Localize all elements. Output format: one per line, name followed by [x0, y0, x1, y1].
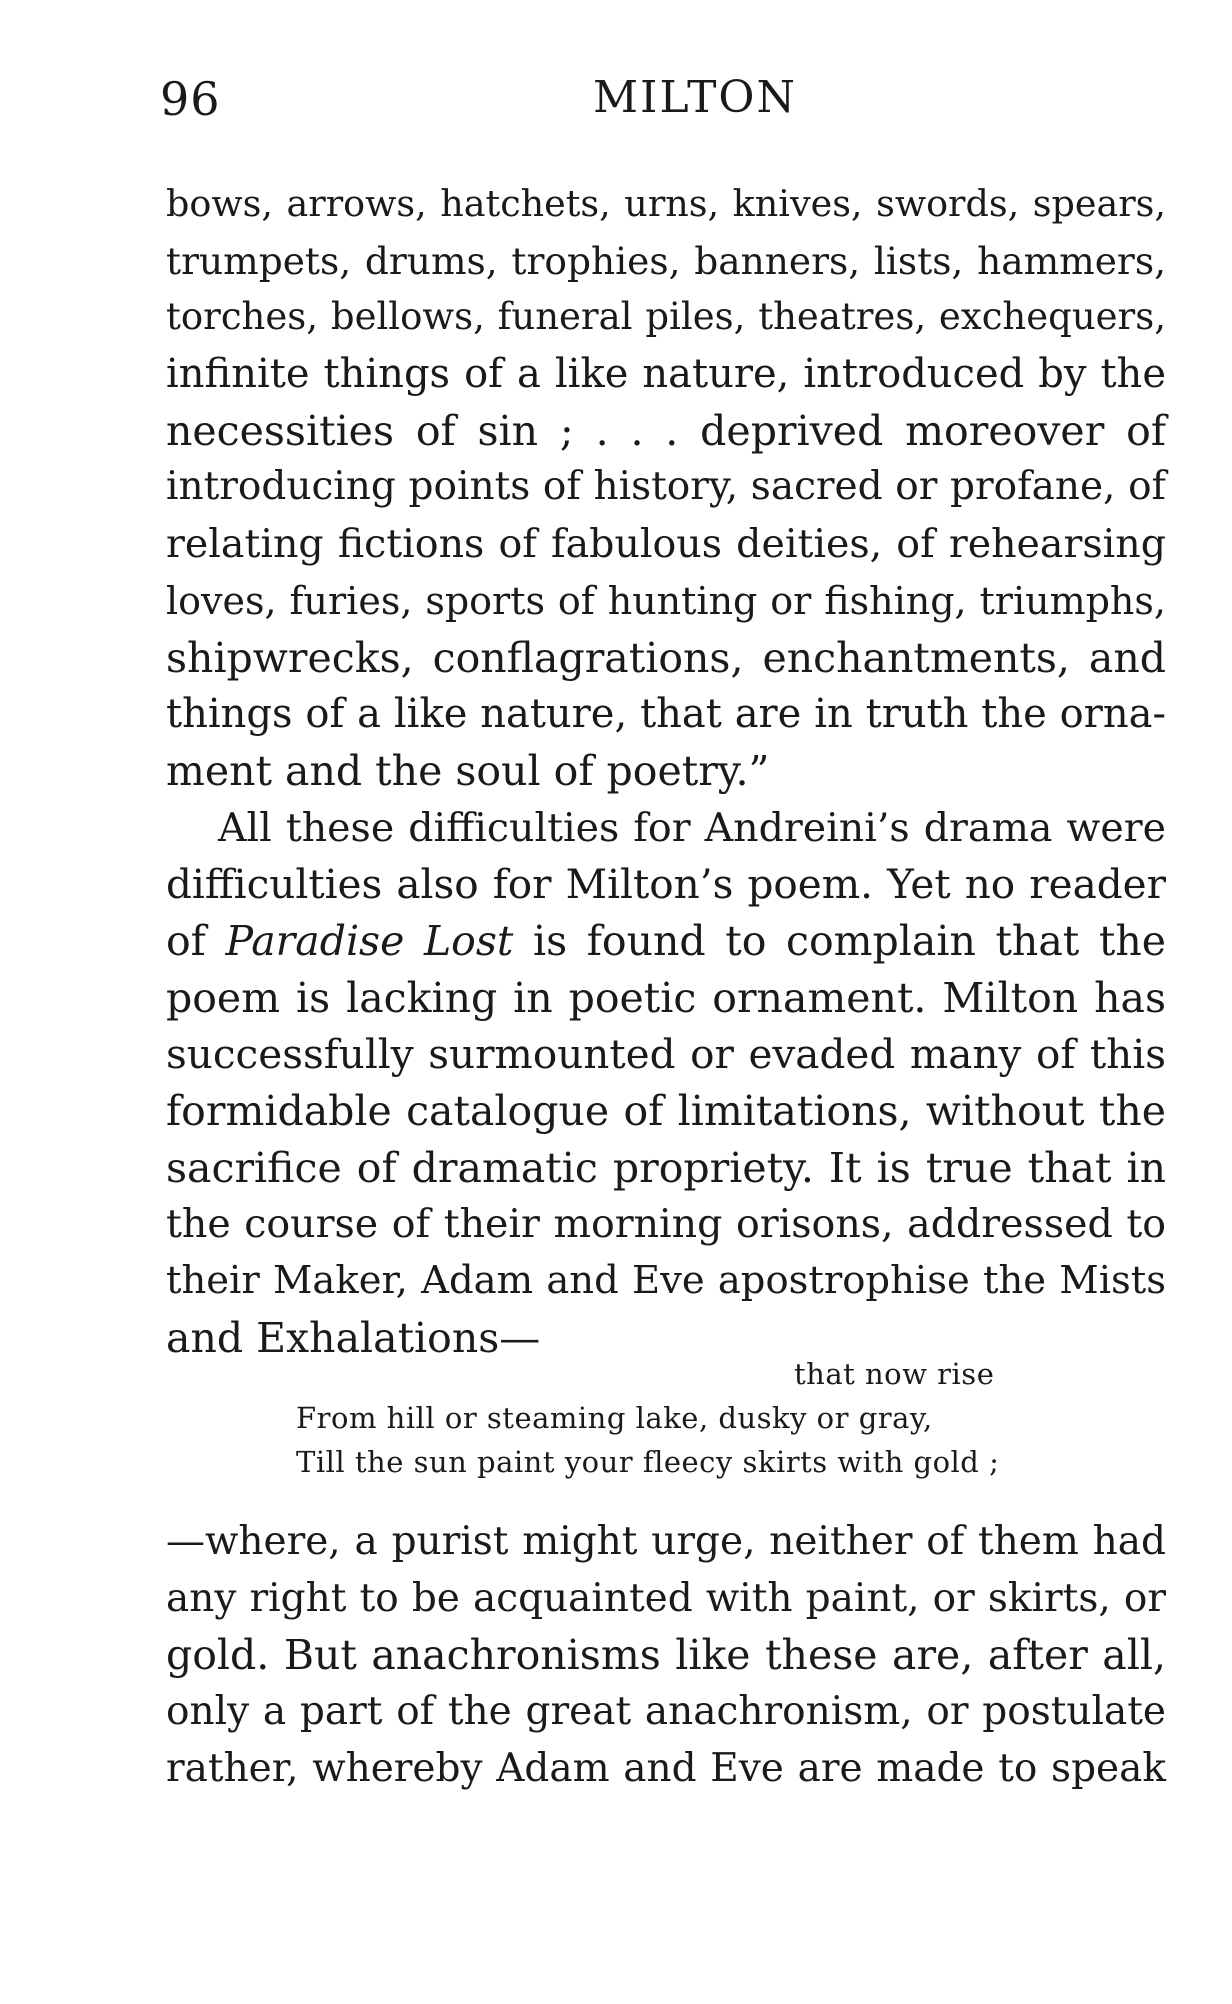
text-line: —where, a purist might urge, neither of them had	[166, 1519, 1166, 1564]
text-line: only a part of the great anachronism, or postulate	[166, 1689, 1166, 1735]
verse-line: From hill or steaming lake, dusky or gray,	[296, 1401, 933, 1435]
text-line: gold. But anachronisms like these are, after all,	[166, 1631, 1166, 1680]
running-title: MILTON	[593, 72, 797, 123]
verse-line: Till the sun paint your fleecy skirts with gold ;	[296, 1445, 1000, 1479]
text-line: introducing points of history, sacred or profane, of	[166, 464, 1166, 510]
paragraph-quotation-end	[166, 176, 1166, 1366]
text-line: loves, furies, sports of hunting or fishing, triumphs,	[166, 578, 1166, 623]
text-line: the course of their morning orisons, addressed to	[166, 1201, 1166, 1248]
text-line: rather, whereby Adam and Eve are made to speak	[166, 1745, 1166, 1791]
text-line: trumpets, drums, trophies, banners, lists, hammers,	[166, 238, 1166, 283]
text-line: formidable catalogue of limitations, without the	[166, 1087, 1166, 1135]
text-line: successfully surmounted or evaded many of this	[166, 1030, 1166, 1079]
text-line: and Exhalations—	[166, 1313, 541, 1362]
text-line: shipwrecks, conflagrations, enchantments, and	[166, 633, 1166, 682]
text-line: their Maker, Adam and Eve apostrophise the Mists	[166, 1258, 1166, 1304]
text-line: poem is lacking in poetic ornament. Milton has	[166, 973, 1166, 1022]
text-line: things of a like nature, that are in truth the orna-	[166, 691, 1166, 738]
page-number: 96	[160, 72, 221, 126]
line-suffix: is found to complain that the	[513, 916, 1166, 965]
text-line: ment and the soul of poetry.”	[166, 746, 770, 795]
text-line: bows, arrows, hatchets, urns, knives, swords, spears,	[166, 182, 1166, 225]
text-line: All these difficulties for Andreini’s drama were	[218, 804, 1166, 851]
text-line-with-title	[166, 913, 1166, 970]
line-prefix: of	[166, 916, 226, 965]
page-header	[160, 72, 1170, 132]
text-line: necessities of sin ; . . . deprived moreover of	[166, 406, 1166, 455]
text-line: infinite things of a like nature, introduced by the	[166, 351, 1166, 398]
verse-quotation	[296, 1352, 1076, 1484]
text-line: relating fictions of fabulous deities, of rehearsing	[166, 521, 1166, 568]
verse-line: that now rise	[794, 1357, 995, 1391]
book-title-italic: Paradise Lost	[225, 916, 514, 965]
text-line: torches, bellows, funeral piles, theatres, exchequers,	[166, 295, 1166, 339]
text-line: sacrifice of dramatic propriety. It is true that in	[166, 1143, 1166, 1192]
paragraph-continuation	[166, 1514, 1166, 1797]
text-line: any right to be acquainted with paint, or skirts, or	[166, 1575, 1166, 1621]
text-line: difficulties also for Milton’s poem. Yet no reader	[166, 860, 1166, 909]
